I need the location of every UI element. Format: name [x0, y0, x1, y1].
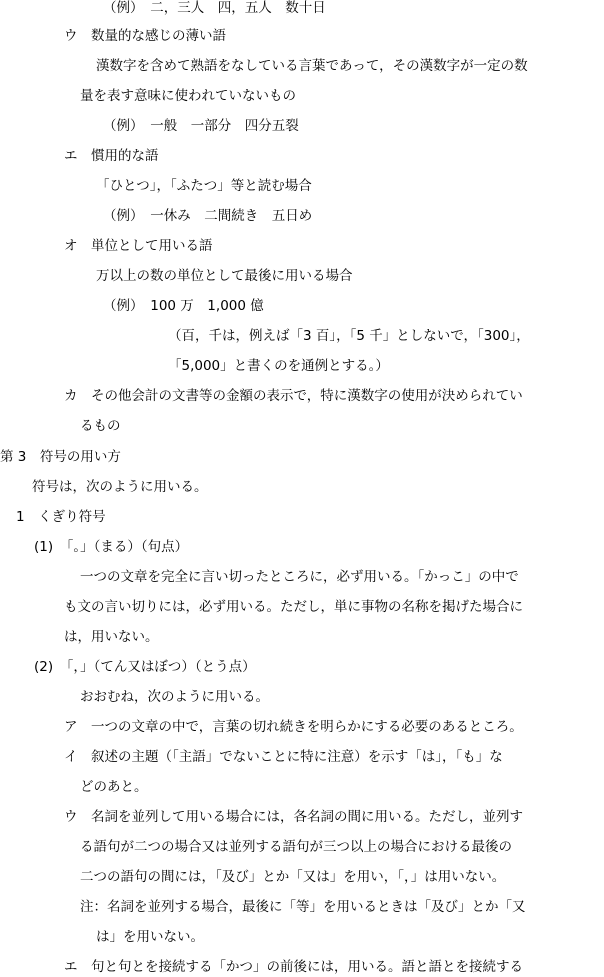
item-heading: イ 叙述の主題（「主語」でないことに特に注意）を示す「は」，「も」な — [64, 749, 503, 765]
clause-heading: (1) 「。」（まる）（句点） — [34, 539, 189, 555]
clause-heading: (2) 「，」（てん又はぼつ）（とう点） — [34, 659, 256, 675]
paragraph-line: 一つの文章を完全に言い切ったところに，必ず用いる。「かっこ」の中で — [80, 569, 519, 585]
example-line: （例） 100 万 1,000 億 — [103, 298, 264, 314]
example-line: （例） 一休み 二間続き 五日め — [103, 208, 313, 224]
item-heading: ア 一つの文章の中で，言葉の切れ続きを明らかにする必要のあるところ。 — [64, 719, 523, 735]
item-heading: カ その他会計の文書等の金額の表示で，特に漢数字の使用が決められてい — [64, 388, 523, 404]
item-heading: ウ 数量的な感じの薄い語 — [64, 28, 226, 44]
item-heading: オ 単位として用いる語 — [64, 238, 213, 254]
paragraph-line: どのあと。 — [80, 779, 148, 795]
paragraph-line: おおむね，次のように用いる。 — [80, 689, 269, 705]
paragraph-line: るもの — [80, 418, 121, 434]
item-heading: ウ 名詞を並列して用いる場合には，各名詞の間に用いる。ただし，並列す — [64, 809, 523, 825]
paragraph-line: る語句が二つの場合又は並列する語句が三つ以上の場合における最後の — [80, 839, 512, 855]
note-line: （百，千は，例えば「3 百」，「5 千」としないで，「300」， — [168, 328, 530, 344]
subsection-heading: 1 くぎり符号 — [16, 509, 106, 525]
example-line: （例） 一般 一部分 四分五裂 — [103, 118, 299, 134]
paragraph-line: 万以上の数の単位として最後に用いる場合 — [96, 268, 353, 284]
item-heading: エ 慣用的な語 — [64, 148, 159, 164]
paragraph-line: 符号は，次のように用いる。 — [32, 479, 208, 495]
note-line: は」を用いない。 — [96, 929, 204, 945]
paragraph-line: も文の言い切りには，必ず用いる。ただし，単に事物の名称を掲げた場合に — [64, 599, 523, 615]
item-heading: エ 句と句とを接続する「かつ」の前後には，用いる。語と語とを接続する — [64, 959, 523, 975]
paragraph-line: は，用いない。 — [64, 629, 159, 645]
section-heading: 第 3 符号の用い方 — [0, 449, 121, 465]
paragraph-line: 漢数字を含めて熟語をなしている言葉であって，その漢数字が一定の数 — [96, 58, 528, 74]
example-line: （例） 二，三人 四，五人 数十日 — [103, 0, 326, 16]
note-line: 「5,000」と書くのを通例とする。） — [168, 358, 389, 374]
note-line: 注：名詞を並列する場合，最後に「等」を用いるときは「及び」とか「又 — [80, 899, 526, 915]
paragraph-line: 二つの語句の間には，「及び」とか「又は」を用い，「，」は用いない。 — [80, 869, 506, 885]
paragraph-line: 「ひとつ」，「ふたつ」等と読む場合 — [96, 178, 312, 194]
paragraph-line: 量を表す意味に使われていないもの — [80, 88, 296, 104]
